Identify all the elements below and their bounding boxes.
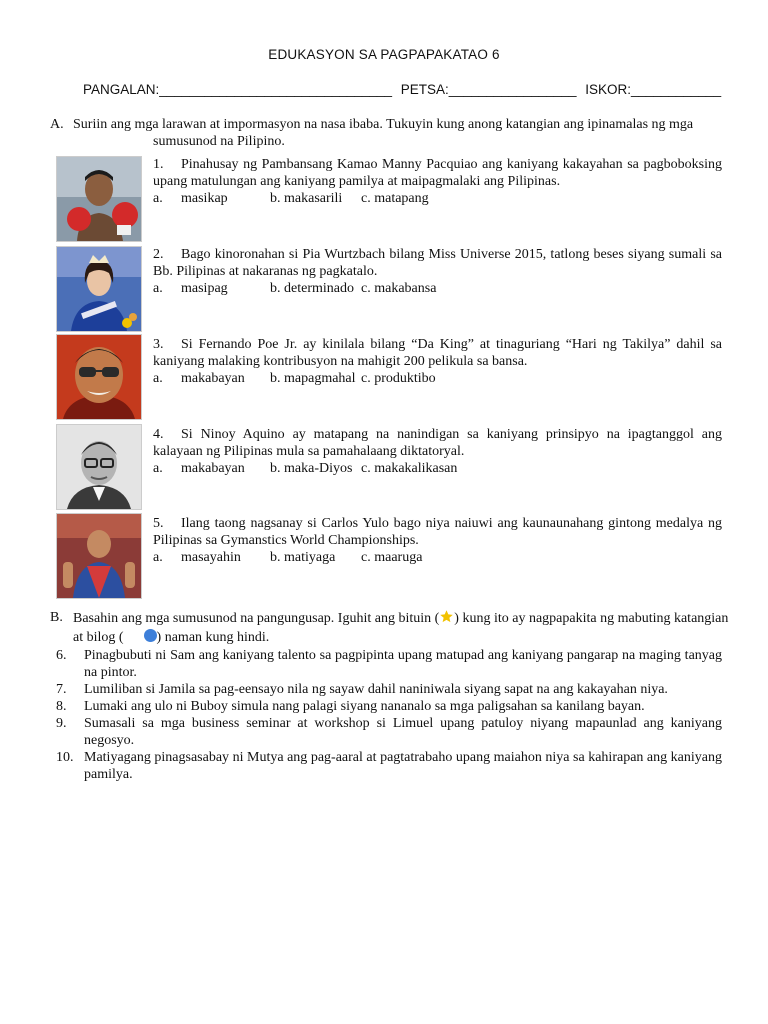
question-number: 4. bbox=[153, 427, 164, 442]
section-b-text-3: at bilog ( bbox=[73, 630, 124, 645]
score-field[interactable]: ISKOR:____________ bbox=[585, 82, 722, 97]
list-item bbox=[56, 647, 722, 681]
list-item bbox=[56, 681, 722, 698]
item-text: Lumaki ang ulo ni Buboy simula nang palagi siyang nananalo sa mga paligsahan sa kanilang bayan. bbox=[84, 699, 645, 714]
gymnast-photo bbox=[56, 513, 142, 599]
item-text: Sumasali sa mga business seminar at workshop si Limuel upang patuloy niyang mapaunlad ang kaniyang negosyo. bbox=[84, 716, 722, 748]
choice-a-letter: a. bbox=[153, 371, 163, 386]
choice-b[interactable]: b. mapagmahal bbox=[270, 371, 356, 386]
circle-icon bbox=[144, 629, 157, 642]
answer-choices bbox=[153, 190, 722, 207]
answer-choices bbox=[153, 549, 722, 566]
question-1 bbox=[153, 156, 722, 207]
question-text: Si Fernando Poe Jr. ay kinilala bilang “Da King” at tinaguriang “Hari ng Takilya” dahil sa kaniyang malaking kontribusyon na mahigit 200 pelikula sa bansa. bbox=[153, 337, 722, 369]
choice-c[interactable]: c. maaruga bbox=[361, 550, 423, 565]
question-text: Si Ninoy Aquino ay matapang na nanindigan sa kaniyang prinsipyo na ipagtanggol ang kalayaan ng Pilipinas mula sa pamahalaang diktatoryal. bbox=[153, 427, 722, 459]
boxer-photo bbox=[56, 156, 142, 242]
section-b-instruction-line2 bbox=[73, 629, 269, 646]
choice-b[interactable]: b. makasarili bbox=[270, 191, 343, 206]
question-4 bbox=[153, 426, 722, 477]
section-b-letter: B. bbox=[50, 610, 63, 625]
answer-choices bbox=[153, 370, 722, 387]
section-b-text-2: ) kung ito ay nagpapakita ng mabuting katangian bbox=[454, 611, 729, 626]
choice-a-letter: a. bbox=[153, 191, 163, 206]
list-item bbox=[56, 698, 722, 715]
answer-choices bbox=[153, 280, 722, 297]
choice-b[interactable]: b. matiyaga bbox=[270, 550, 336, 565]
item-number: 7. bbox=[56, 682, 67, 697]
question-2 bbox=[153, 246, 722, 297]
item-text: Matiyagang pinagsasabay ni Mutya ang pag-aaral at pagtatrabaho upang maiahon niya sa kahirapan ang kaniyang pamilya. bbox=[84, 750, 722, 782]
senator-photo bbox=[56, 424, 142, 510]
list-item bbox=[56, 715, 722, 749]
choice-c[interactable]: c. makabansa bbox=[361, 281, 437, 296]
choice-b[interactable]: b. determinado bbox=[270, 281, 354, 296]
question-number: 5. bbox=[153, 516, 164, 531]
item-number: 9. bbox=[56, 716, 67, 731]
question-5 bbox=[153, 515, 722, 566]
section-b-list bbox=[56, 647, 722, 783]
question-3 bbox=[153, 336, 722, 387]
section-a-instruction-line2: sumusunod na Pilipino. bbox=[153, 134, 285, 149]
list-item bbox=[56, 749, 722, 783]
question-number: 3. bbox=[153, 337, 164, 352]
choice-a[interactable]: makabayan bbox=[181, 461, 245, 476]
question-text: Bago kinoronahan si Pia Wurtzbach bilang Miss Universe 2015, tatlong beses siyang sumali sa Bb. Pilipinas at nakaranas ng pagkatalo. bbox=[153, 247, 722, 279]
choice-b[interactable]: b. maka-Diyos bbox=[270, 461, 353, 476]
item-number: 6. bbox=[56, 648, 67, 663]
question-number: 1. bbox=[153, 157, 164, 172]
choice-c[interactable]: c. matapang bbox=[361, 191, 429, 206]
choice-a[interactable]: masayahin bbox=[181, 550, 241, 565]
item-number: 10. bbox=[56, 750, 74, 765]
name-field[interactable]: PANGALAN:_______________________________ bbox=[83, 82, 393, 97]
pageant-winner-photo bbox=[56, 246, 142, 332]
choice-a-letter: a. bbox=[153, 550, 163, 565]
worksheet-title: EDUKASYON SA PAGPAPAKATAO 6 bbox=[268, 47, 500, 62]
choice-a-letter: a. bbox=[153, 281, 163, 296]
choice-c[interactable]: c. produktibo bbox=[361, 371, 436, 386]
answer-choices bbox=[153, 460, 722, 477]
choice-a[interactable]: makabayan bbox=[181, 371, 245, 386]
section-b-text-4: ) naman kung hindi. bbox=[156, 630, 270, 645]
question-number: 2. bbox=[153, 247, 164, 262]
section-b-instruction-line1 bbox=[73, 609, 728, 629]
date-field[interactable]: PETSA:_________________ bbox=[400, 82, 577, 97]
question-text: Ilang taong nagsanay si Carlos Yulo bago niya naiuwi ang kaunaunahang gintong medalya ng Pilipinas sa Gymanstics World Championships. bbox=[153, 516, 722, 548]
star-icon bbox=[439, 609, 454, 629]
section-a-instruction-line1: Suriin ang mga larawan at impormasyon na nasa ibaba. Tukuyin kung anong katangian ang ipinamalas ng mga bbox=[73, 117, 694, 132]
actor-photo bbox=[56, 334, 142, 420]
choice-a[interactable]: masipag bbox=[181, 281, 228, 296]
choice-a-letter: a. bbox=[153, 461, 163, 476]
student-info-line bbox=[83, 82, 726, 97]
question-text: Pinahusay ng Pambansang Kamao Manny Pacquiao ang kaniyang kakayahan sa pagboboksing upang matulungan ang kaniyang pamilya at maipagmalaki ang Pilipinas. bbox=[153, 157, 722, 189]
item-text: Pinagbubuti ni Sam ang kaniyang talento sa pagpipinta upang matupad ang kaniyang pangarap na maging tanyag na pintor. bbox=[84, 648, 722, 680]
choice-c[interactable]: c. makakalikasan bbox=[361, 461, 458, 476]
choice-a[interactable]: masikap bbox=[181, 191, 228, 206]
item-number: 8. bbox=[56, 699, 67, 714]
section-b-text-1: Basahin ang mga sumusunod na pangungusap. Iguhit ang bituin ( bbox=[73, 611, 440, 626]
section-a-letter: A. bbox=[50, 117, 64, 132]
item-text: Lumiliban si Jamila sa pag-eensayo nila ng sayaw dahil naniniwala siyang sapat na ang kakayahan niya. bbox=[84, 682, 668, 697]
